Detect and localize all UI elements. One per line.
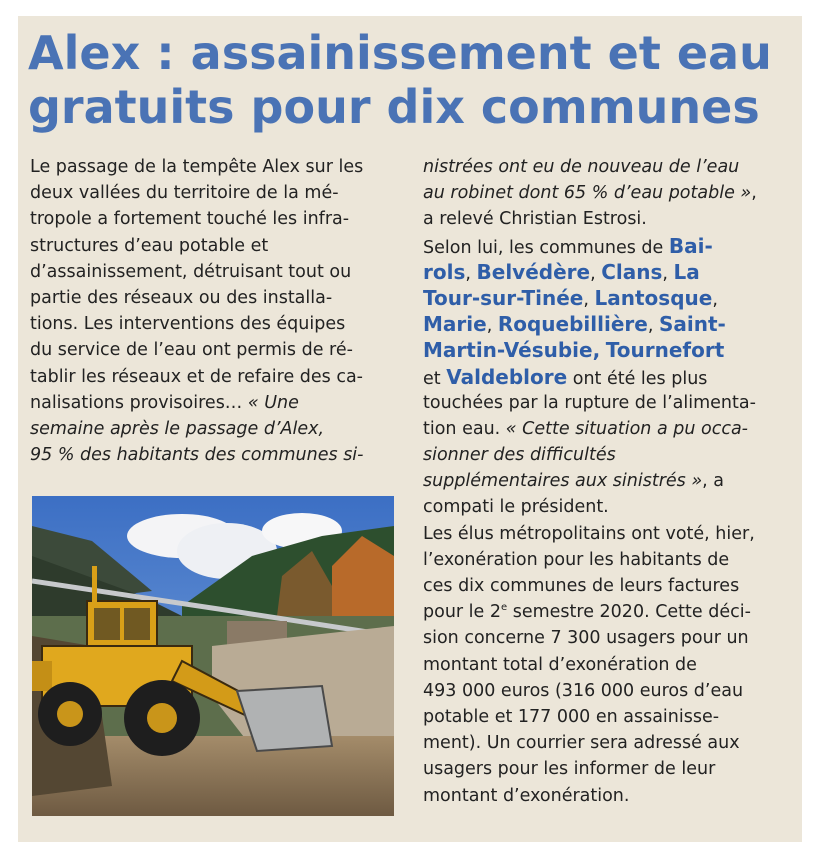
body-line [423, 233, 795, 259]
town-name: Tour-sur-Tinée [423, 285, 584, 310]
body-line [423, 416, 795, 442]
town-name: Tournefort [605, 338, 725, 363]
body-text: , a [702, 471, 724, 492]
body-line: a relevé Christian Estrosi. [423, 209, 647, 230]
body-text: pour le 2 [423, 602, 501, 623]
body-line [423, 180, 795, 206]
town-name: rols [423, 259, 466, 284]
quote-line: sionner des difficultés [423, 445, 616, 466]
body-line: compati le président. [423, 497, 609, 518]
body-line: ment). Un courrier sera adressé aux [423, 733, 740, 754]
quote-text: supplémentaires aux sinistrés » [423, 471, 703, 492]
body-line [423, 364, 795, 390]
body-line: rols, Belvédère, Clans, La [423, 259, 700, 284]
body-line [423, 468, 795, 494]
town-name: La [673, 259, 700, 284]
headline-line-1: Alex : assainissement et eau [28, 26, 772, 80]
body-line: usagers pour les informer de leur [423, 759, 716, 780]
body-line: partie des réseaux ou des installa- [30, 287, 333, 308]
body-line: l’exonération pour les habitants de [423, 549, 730, 570]
body-text: et [423, 368, 447, 389]
body-text: , [751, 183, 757, 204]
body-line: 493 000 euros (316 000 euros d’eau [423, 680, 744, 701]
body-line: d’assainissement, détruisant tout ou [30, 261, 352, 282]
quote-text: « Cette situation a pu occa- [505, 418, 748, 439]
body-line [423, 599, 795, 625]
body-line [30, 390, 398, 416]
body-line: tropole a fortement touché les infra- [30, 209, 350, 230]
quote-line: semaine après le passage d’Alex, [30, 418, 325, 439]
town-name: Clans [601, 259, 663, 284]
body-line: deux vallées du territoire de la mé- [30, 183, 339, 204]
body-line: Tour-sur-Tinée, Lantosque, [423, 285, 718, 310]
town-name: Roquebillière [497, 312, 648, 337]
town-name: Bai- [668, 233, 713, 258]
body-line: tions. Les interventions des équipes [30, 314, 346, 335]
town-name: Lantosque [594, 285, 713, 310]
article-photo [32, 496, 394, 816]
superscript: e [501, 602, 508, 614]
body-line: tablir les réseaux et de refaire des ca- [30, 366, 363, 387]
body-text: semestre 2020. Cette déci- [507, 602, 751, 623]
body-line: Marie, Roquebillière, Saint- [423, 312, 726, 337]
body-text: ont été les plus [567, 368, 708, 389]
body-line: potable et 177 000 en assainisse- [423, 706, 720, 727]
town-name: Marie [423, 312, 487, 337]
right-column [423, 154, 795, 809]
left-column [30, 154, 398, 468]
body-line: Les élus métropolitains ont voté, hier, [423, 523, 755, 544]
body-line: montant total d’exonération de [423, 654, 697, 675]
body-line [423, 337, 795, 363]
quote-line: nistrées ont eu de nouveau de l’eau [423, 157, 740, 177]
bulldozer-photo-image [32, 496, 394, 816]
quote-line: 95 % des habitants des communes si- [30, 445, 364, 466]
body-line: du service de l’eau ont permis de ré- [30, 340, 353, 361]
town-name: Martin-Vésubie, [423, 338, 601, 363]
headline-line-2: gratuits pour dix communes [28, 80, 760, 134]
body-line: ces dix communes de leurs factures [423, 576, 740, 596]
body-text: tion eau. [423, 418, 506, 439]
body-line: montant d’exonération. [423, 785, 630, 806]
town-name: Valdeblore [446, 364, 568, 389]
town-name: Belvédère [476, 259, 591, 284]
quote-text: « Une [247, 392, 299, 413]
body-text: nalisations provisoires… [30, 392, 248, 413]
body-line: structures d’eau potable et [30, 235, 269, 256]
body-line: Le passage de la tempête Alex sur les [30, 157, 364, 177]
body-text: Selon lui, les communes de [423, 237, 669, 258]
town-name: Saint- [658, 312, 726, 337]
quote-text: au robinet dont 65 % d’eau potable » [423, 183, 752, 204]
article-headline [28, 26, 798, 134]
body-line: touchées par la rupture de l’alimenta- [423, 392, 756, 413]
body-line: sion concerne 7 300 usagers pour un [423, 628, 749, 649]
